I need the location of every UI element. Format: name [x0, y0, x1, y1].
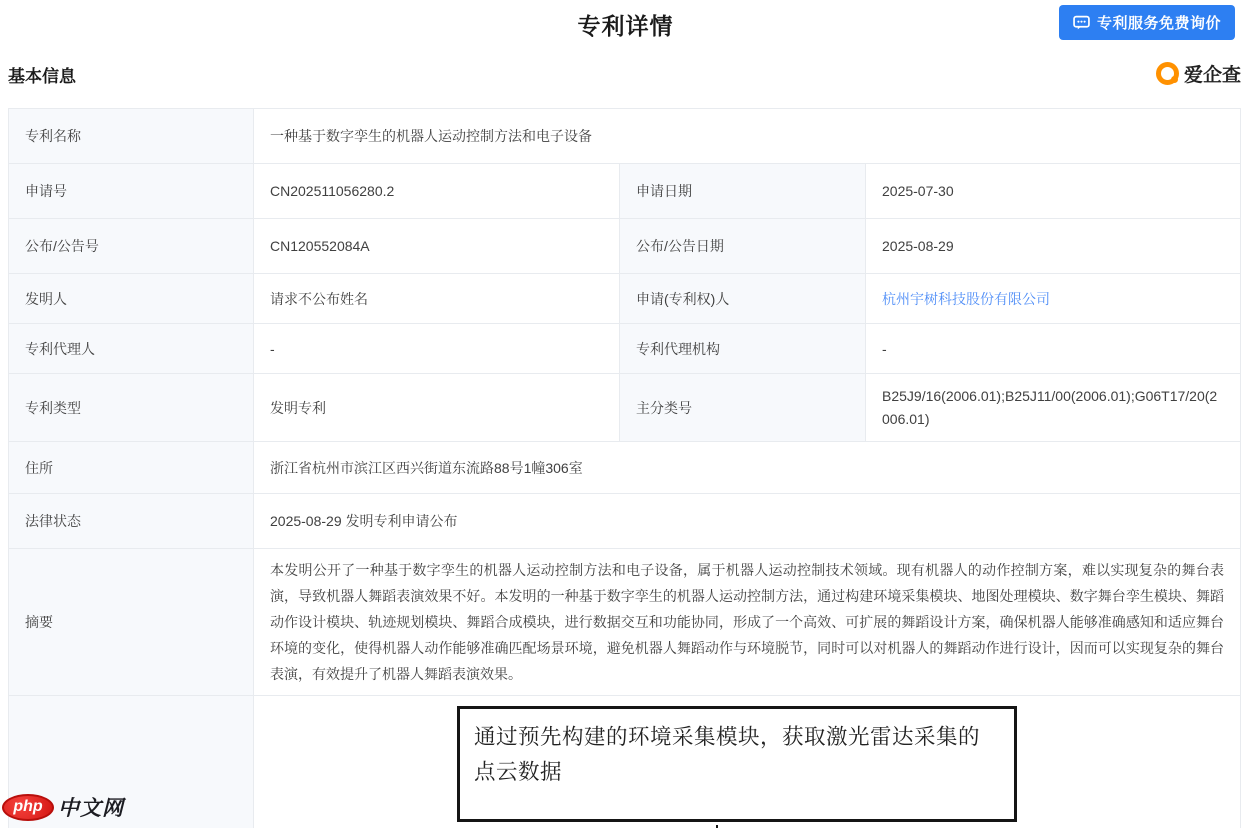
chat-bubble-icon	[1073, 14, 1090, 31]
applicant-company-link[interactable]: 杭州宇树科技股份有限公司	[882, 290, 1050, 307]
section-title-basic-info: 基本信息	[8, 67, 76, 86]
row-label: 专利类型	[9, 374, 254, 442]
table-row-abstract	[9, 549, 1241, 696]
row-value	[866, 274, 1241, 324]
row-value: CN202511056280.2	[254, 164, 620, 219]
table-row-inventor	[9, 274, 1241, 324]
row-value: -	[866, 324, 1241, 374]
row-label: 申请(专利权)人	[620, 274, 866, 324]
table-row-application-number	[9, 164, 1241, 219]
flowchart-step-box	[457, 706, 1017, 822]
table-row-address	[9, 442, 1241, 494]
row-label: 申请日期	[620, 164, 866, 219]
row-label: 申请号	[9, 164, 254, 219]
row-label: 住所	[9, 442, 254, 494]
table-row-patent-type	[9, 374, 1241, 442]
table-row-figure	[9, 696, 1241, 828]
aiqicha-q-icon	[1156, 62, 1179, 85]
row-label: 公布/公告日期	[620, 219, 866, 274]
figure-cell	[254, 696, 1241, 828]
row-label: 发明人	[9, 274, 254, 324]
php-cn-watermark-text: 中文网	[58, 797, 124, 820]
row-label: 专利名称	[9, 109, 254, 164]
row-value: 一种基于数字孪生的机器人运动控制方法和电子设备	[254, 109, 1241, 164]
flowchart-step-text: 通过预先构建的环境采集模块，获取激光雷达采集的点云数据	[474, 725, 981, 785]
row-value: 发明专利	[254, 374, 620, 442]
row-value: 2025-08-29	[866, 219, 1241, 274]
patent-info-table	[8, 108, 1241, 828]
row-value: -	[254, 324, 620, 374]
aiqicha-logo[interactable]	[1156, 60, 1241, 87]
abstract-text: 本发明公开了一种基于数字孪生的机器人运动控制方法和电子设备，属于机器人运动控制技术领域。现有机器人的动作控制方案，难以实现复杂的舞台表演，导致机器人舞蹈表演效果不好。本发明的一种基于数字孪生的机器人运动控制方法，通过构建环境采集模块、地图处理模块、数字舞台孪生模块、舞蹈动作设计模块、轨迹规划模块、舞蹈合成模块，进行数据交互和功能协同，形成了一个高效、可扩展的舞蹈设计方案，确保机器人能够准确感知和适应舞台环境的变化，使得机器人动作能够准确匹配场景环境，避免机器人舞蹈动作与环境脱节，同时可以对机器人的舞蹈动作进行设计，因而可以实现复杂的舞台表演，有效提升了机器人舞蹈表演效果。	[254, 549, 1241, 696]
row-value: 2025-07-30	[866, 164, 1241, 219]
row-value: 浙江省杭州市滨江区西兴街道东流路88号1幢306室	[254, 442, 1241, 494]
row-label: 专利代理人	[9, 324, 254, 374]
php-logo-icon: php	[2, 794, 54, 821]
patent-service-inquiry-button[interactable]	[1059, 5, 1235, 40]
table-row-publication-number	[9, 219, 1241, 274]
table-row-legal-status	[9, 494, 1241, 549]
row-value: 请求不公布姓名	[254, 274, 620, 324]
php-cn-watermark[interactable]	[2, 792, 124, 822]
aiqicha-logo-text: 爱企查	[1183, 65, 1241, 86]
row-value: 2025-08-29 发明专利申请公布	[254, 494, 1241, 549]
row-label: 公布/公告号	[9, 219, 254, 274]
table-row-patent-agent	[9, 324, 1241, 374]
row-label: 主分类号	[620, 374, 866, 442]
page-title: 专利详情	[577, 13, 674, 39]
table-row-patent-name	[9, 109, 1241, 164]
inquiry-button-label: 专利服务免费询价	[1096, 15, 1221, 32]
row-value: CN120552084A	[254, 219, 620, 274]
row-value: B25J9/16(2006.01);B25J11/00(2006.01);G06T17/20(2006.01)	[866, 374, 1241, 442]
row-label: 专利代理机构	[620, 324, 866, 374]
row-label: 法律状态	[9, 494, 254, 549]
row-label: 摘要	[9, 549, 254, 696]
